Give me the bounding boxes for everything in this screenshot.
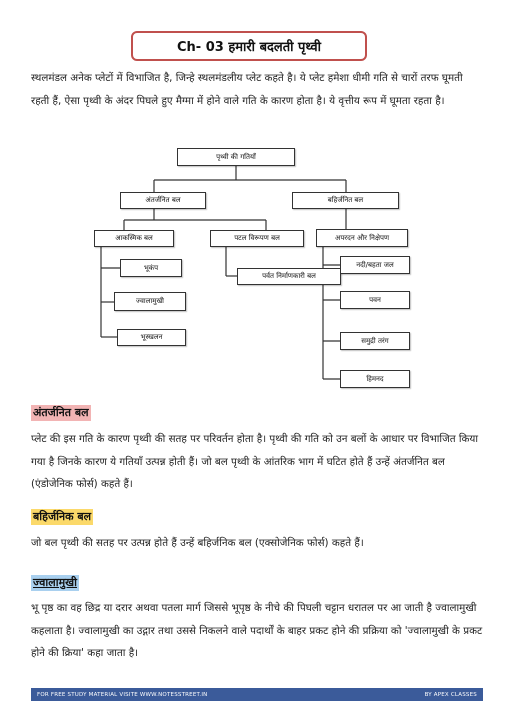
node-wind: पवन bbox=[340, 291, 410, 309]
node-glacier: हिमनद bbox=[340, 370, 410, 388]
node-exogenic: बहिर्जनित बल bbox=[292, 192, 399, 209]
footer-bar bbox=[31, 688, 483, 701]
footer-website-link[interactable]: FOR FREE STUDY MATERIAL VISITE WWW.NOTESSTREET.IN bbox=[37, 691, 208, 698]
footer-credit: BY APEX CLASSES bbox=[424, 691, 477, 698]
node-endogenic: अंतर्जनित बल bbox=[120, 192, 206, 209]
heading-endogenic: अंतर्जनित बल bbox=[33, 406, 89, 419]
heading-exogenic: बहिर्जनिक बल bbox=[33, 510, 92, 523]
node-sea-waves: समुद्री तरंग bbox=[340, 332, 410, 350]
intro-paragraph: स्थलमंडल अनेक प्लेटों में विभाजित है, जिन्हे स्थलमंडलीय प्लेट कहते है। ये प्लेट हमेशा धीमी गति से चारों तरफ घूमती रहती हैं, ऐसा पृथ्वी के अंदर पिघले हुए मैग्मा में होने वाले गति के कारण होता है। ये वृत्तीय रूप में घूमता रहता है। bbox=[31, 72, 463, 107]
exogenic-paragraph: जो बल पृथ्वी की सतह पर उत्पन्न होते हैं उन्हें बहिर्जनिक बल (एक्सोजेनिक फोर्स) कहते हैं। bbox=[31, 537, 364, 549]
heading-volcano: ज्वालामुखी bbox=[33, 576, 77, 589]
page-title: Ch- 03 हमारी बदलती पृथ्वी bbox=[131, 31, 367, 61]
node-earthquake: भूकंप bbox=[120, 259, 182, 277]
volcano-paragraph: भू पृष्ठ का वह छिद्र या दरार अथवा पतला मार्ग जिससे भूपृष्ठ के नीचे की पिघली चट्टान धरातल पर आ जाती है ज्वालामुखी कहलाता है। ज्वालामुखी का उद्गार तथा उससे निकलने वाले पदार्थों के बाहर प्रकट होने की प्रक्रिया को 'ज्वालामुखी के प्रकट होने की क्रिया' कहा जाता है। bbox=[31, 602, 483, 659]
node-mountain-building: पर्वत निर्माणकारी बल bbox=[237, 268, 341, 285]
node-river: नदी/बहता जल bbox=[340, 256, 410, 274]
endogenic-paragraph: प्लेट की इस गति के कारण पृथ्वी की सतह पर परिवर्तन होता है। पृथ्वी की गति को उन बलों के आधार पर विभाजित किया गया है जिनके कारण ये गतियाँ उत्पन्न होती हैं। जो बल पृथ्वी के आंतरिक भाग में घटित होते हैं उन्हें अंतर्जनित बल (एंडोजेनिक फोर्स) कहते हैं। bbox=[31, 433, 479, 490]
node-erosion-deposition: अपरदन और निक्षेपण bbox=[316, 229, 408, 247]
node-earth-movements: पृथ्वी की गतियाँ bbox=[177, 148, 295, 166]
node-diastrophic-force: पटल विरूपण बल bbox=[210, 230, 304, 247]
node-volcano: ज्वालामुखी bbox=[114, 292, 186, 311]
node-sudden-force: आकस्मिक बल bbox=[94, 230, 174, 247]
node-landslide: भूस्खलन bbox=[117, 329, 186, 346]
